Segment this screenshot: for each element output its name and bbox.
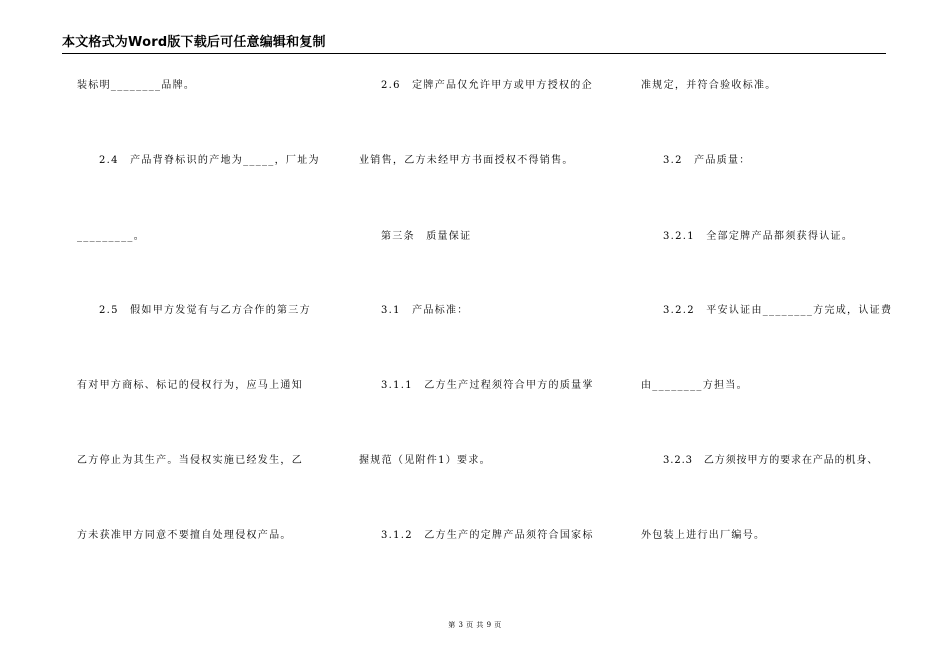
page-number: 第 3 页 共 9 页 [448,621,502,629]
text-line: 3.2.1 全部定牌产品都须获得认证。 [663,231,854,242]
text-line: 2.6 定牌产品仅允许甲方或甲方授权的企 [381,80,593,91]
text-line: 准规定，并符合验收标准。 [641,80,777,91]
text-line: 3.1 产品标准： [381,305,469,316]
text-line: _________。 [77,231,145,242]
text-line: 2.4 产品背脊标识的产地为_____，厂址为 [99,155,320,166]
text-column-2 [359,0,604,672]
text-line: 有对甲方商标、标记的侵权行为，应马上通知 [77,380,303,391]
section-heading: 第三条 质量保证 [381,231,472,242]
text-line: 2.5 假如甲方发觉有与乙方合作的第三方 [99,305,311,316]
text-line: 握规范（见附件1）要求。 [359,455,491,466]
text-line: 3.1.1 乙方生产过程须符合甲方的质量掌 [381,380,594,391]
text-line: 外包装上进行出厂编号。 [641,530,766,541]
text-column-3 [641,0,893,672]
text-line: 由________方担当。 [641,380,748,391]
text-line: 3.2 产品质量： [663,155,751,166]
text-line: 3.1.2 乙方生产的定牌产品须符合国家标 [381,530,594,541]
text-line: 3.2.3 乙方须按甲方的要求在产品的机身、 [663,455,879,466]
text-line: 3.2.2 平安认证由________方完成，认证费 [663,305,893,316]
document-header: 本文格式为Word版下载后可任意编辑和复制 [62,35,326,50]
text-line: 装标明________品牌。 [77,80,196,91]
text-column-1 [77,0,322,672]
text-line: 业销售，乙方未经甲方书面授权不得销售。 [359,155,574,166]
text-line: 方未获准甲方同意不要擅自处理侵权产品。 [77,530,292,541]
text-line: 乙方停止为其生产。当侵权实施已经发生，乙 [77,455,303,466]
